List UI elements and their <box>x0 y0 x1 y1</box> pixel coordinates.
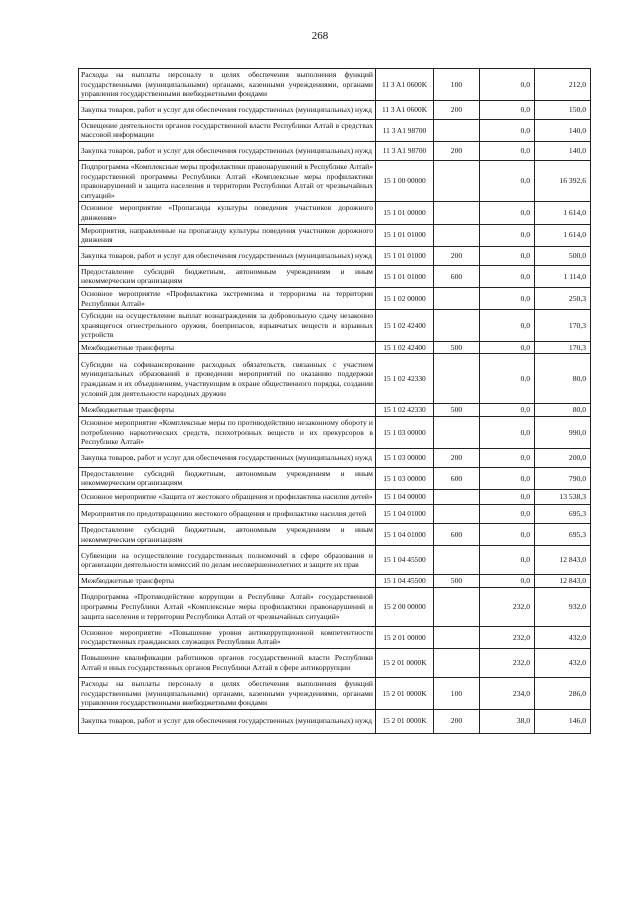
row-amount-1-cell: 234,0 <box>480 678 535 710</box>
row-amount-1-cell: 0,0 <box>480 100 535 119</box>
table-row <box>79 100 591 119</box>
row-amount-2-cell: 80,0 <box>535 354 591 404</box>
row-code-cell: 15 1 03 00000 <box>376 448 434 467</box>
row-name-cell: Закупка товаров, работ и услуг для обеспечения государственных (муниципальных) нужд <box>79 246 376 265</box>
row-expense-type-cell <box>434 649 480 678</box>
row-amount-1-cell: 0,0 <box>480 524 535 546</box>
row-amount-1-cell: 0,0 <box>480 490 535 505</box>
row-amount-1-cell: 0,0 <box>480 354 535 404</box>
row-amount-2-cell: 146,0 <box>535 709 591 733</box>
table-row <box>79 709 591 733</box>
table-row <box>79 404 591 417</box>
row-code-cell: 15 2 01 0000K <box>376 649 434 678</box>
row-amount-1-cell: 38,0 <box>480 709 535 733</box>
row-name-cell: Закупка товаров, работ и услуг для обеспечения государственных (муниципальных) нужд <box>79 448 376 467</box>
row-amount-2-cell: 1 614,0 <box>535 202 591 224</box>
table-row <box>79 546 591 575</box>
row-amount-1-cell: 0,0 <box>480 310 535 342</box>
row-expense-type-cell: 600 <box>434 265 480 287</box>
table-row <box>79 587 591 626</box>
row-expense-type-cell: 200 <box>434 709 480 733</box>
row-amount-2-cell: 200,0 <box>535 448 591 467</box>
row-expense-type-cell <box>434 626 480 648</box>
row-code-cell: 15 1 01 01000 <box>376 265 434 287</box>
row-name-cell: Расходы на выплаты персоналу в целях обеспечения выполнения функций государственными (муниципальными) органами, казенными учреждениями, органами управления государственными внебюджетными фондами <box>79 678 376 710</box>
row-expense-type-cell <box>434 119 480 141</box>
table-row <box>79 224 591 246</box>
table-row <box>79 524 591 546</box>
table-row <box>79 69 591 101</box>
row-amount-2-cell: 250,3 <box>535 287 591 309</box>
row-amount-1-cell: 0,0 <box>480 160 535 201</box>
table-row <box>79 160 591 201</box>
row-expense-type-cell <box>434 490 480 505</box>
table-row <box>79 287 591 309</box>
row-name-cell: Основное мероприятие «Защита от жестокого обращения и профилактика насилия детей» <box>79 490 376 505</box>
row-expense-type-cell <box>434 505 480 524</box>
row-amount-2-cell: 500,0 <box>535 246 591 265</box>
row-code-cell: 15 1 02 00000 <box>376 287 434 309</box>
row-amount-2-cell: 170,3 <box>535 310 591 342</box>
row-code-cell: 15 1 01 01000 <box>376 224 434 246</box>
row-amount-2-cell: 932,0 <box>535 587 591 626</box>
row-amount-1-cell: 0,0 <box>480 467 535 489</box>
row-code-cell: 11 3 A1 98700 <box>376 141 434 160</box>
row-name-cell: Основное мероприятие «Повышение уровня антикоррупционной компетентности государственных гражданских служащих Республики Алтай» <box>79 626 376 648</box>
row-expense-type-cell <box>434 160 480 201</box>
row-amount-1-cell: 0,0 <box>480 448 535 467</box>
table-row <box>79 678 591 710</box>
row-code-cell: 15 1 03 00000 <box>376 467 434 489</box>
row-expense-type-cell: 200 <box>434 100 480 119</box>
row-amount-1-cell: 0,0 <box>480 417 535 449</box>
row-name-cell: Предоставление субсидий бюджетным, автономным учреждениям и иным некоммерческим организациям <box>79 467 376 489</box>
row-code-cell: 15 2 00 00000 <box>376 587 434 626</box>
row-expense-type-cell: 500 <box>434 341 480 354</box>
row-name-cell: Межбюджетные трансферты <box>79 404 376 417</box>
table-row <box>79 505 591 524</box>
row-amount-2-cell: 12 843,0 <box>535 575 591 588</box>
table-row <box>79 246 591 265</box>
row-code-cell: 15 1 04 45500 <box>376 575 434 588</box>
row-amount-2-cell: 695,3 <box>535 524 591 546</box>
row-name-cell: Освещение деятельности органов государственной власти Республики Алтай в средствах массовой информации <box>79 119 376 141</box>
row-name-cell: Закупка товаров, работ и услуг для обеспечения государственных (муниципальных) нужд <box>79 141 376 160</box>
row-expense-type-cell: 100 <box>434 69 480 101</box>
row-code-cell: 15 1 04 45500 <box>376 546 434 575</box>
row-expense-type-cell: 200 <box>434 448 480 467</box>
row-name-cell: Закупка товаров, работ и услуг для обеспечения государственных (муниципальных) нужд <box>79 709 376 733</box>
row-amount-1-cell: 0,0 <box>480 265 535 287</box>
row-amount-1-cell: 232,0 <box>480 626 535 648</box>
table-row <box>79 202 591 224</box>
row-expense-type-cell <box>434 417 480 449</box>
row-amount-2-cell: 695,3 <box>535 505 591 524</box>
row-amount-2-cell: 286,0 <box>535 678 591 710</box>
row-amount-1-cell: 0,0 <box>480 202 535 224</box>
row-amount-2-cell: 13 538,3 <box>535 490 591 505</box>
row-amount-2-cell: 150,0 <box>535 100 591 119</box>
table-row <box>79 649 591 678</box>
row-name-cell: Межбюджетные трансферты <box>79 575 376 588</box>
row-amount-1-cell: 232,0 <box>480 587 535 626</box>
table-row <box>79 341 591 354</box>
row-expense-type-cell: 600 <box>434 467 480 489</box>
page-number: 268 <box>311 30 329 42</box>
row-amount-1-cell: 0,0 <box>480 119 535 141</box>
row-amount-1-cell: 0,0 <box>480 575 535 588</box>
row-amount-2-cell: 212,0 <box>535 69 591 101</box>
row-name-cell: Мероприятия, направленные на пропаганду культуры поведения участников дорожного движения <box>79 224 376 246</box>
table-row <box>79 490 591 505</box>
row-code-cell: 15 1 03 00000 <box>376 417 434 449</box>
row-name-cell: Закупка товаров, работ и услуг для обеспечения государственных (муниципальных) нужд <box>79 100 376 119</box>
row-name-cell: Субвенции на осуществление государственных полномочий в сфере образования и организации деятельности комиссий по делам несовершеннолетних и защите их прав <box>79 546 376 575</box>
row-name-cell: Основное мероприятие «Комплексные меры по противодействию незаконному обороту и потреблению наркотических средств, психотропных веществ и их прекурсоров в Республике Алтай» <box>79 417 376 449</box>
row-amount-1-cell: 0,0 <box>480 287 535 309</box>
table-row <box>79 354 591 404</box>
row-amount-1-cell: 0,0 <box>480 141 535 160</box>
row-code-cell: 15 1 02 42400 <box>376 341 434 354</box>
row-expense-type-cell: 200 <box>434 141 480 160</box>
row-amount-1-cell: 0,0 <box>480 224 535 246</box>
table-row <box>79 310 591 342</box>
row-amount-1-cell: 0,0 <box>480 69 535 101</box>
table-row <box>79 467 591 489</box>
row-expense-type-cell <box>434 202 480 224</box>
row-amount-1-cell: 0,0 <box>480 505 535 524</box>
table-row <box>79 626 591 648</box>
row-name-cell: Подпрограмма «Комплексные меры профилактики правонарушений в Республике Алтай» государственной программы Республики Алтай «Комплексные меры профилактики правонарушений и защита населения и территории Республики Алтай от чрезвычайных ситуаций» <box>79 160 376 201</box>
table-row <box>79 417 591 449</box>
row-expense-type-cell: 500 <box>434 404 480 417</box>
table-row <box>79 575 591 588</box>
row-code-cell: 15 2 01 00000 <box>376 626 434 648</box>
row-code-cell: 15 1 04 01000 <box>376 505 434 524</box>
row-name-cell: Субсидии на софинансирование расходных обязательств, связанных с участием муниципальных образований в проведении мероприятий по оказанию поддержки гражданам и их объединениям, участвующим в охране общественного порядка, создании условий для деятельности народных дружин <box>79 354 376 404</box>
row-amount-1-cell: 0,0 <box>480 341 535 354</box>
row-code-cell: 15 1 02 42330 <box>376 404 434 417</box>
row-amount-2-cell: 16 392,6 <box>535 160 591 201</box>
table-row <box>79 265 591 287</box>
row-code-cell: 11 3 A1 98700 <box>376 119 434 141</box>
table-row <box>79 119 591 141</box>
row-expense-type-cell <box>434 310 480 342</box>
row-expense-type-cell: 200 <box>434 246 480 265</box>
row-amount-2-cell: 12 843,0 <box>535 546 591 575</box>
row-expense-type-cell: 600 <box>434 524 480 546</box>
row-expense-type-cell: 100 <box>434 678 480 710</box>
row-code-cell: 15 1 01 00000 <box>376 202 434 224</box>
row-amount-1-cell: 0,0 <box>480 404 535 417</box>
row-expense-type-cell <box>434 287 480 309</box>
row-amount-2-cell: 1 114,0 <box>535 265 591 287</box>
row-expense-type-cell <box>434 546 480 575</box>
row-expense-type-cell <box>434 354 480 404</box>
row-expense-type-cell <box>434 224 480 246</box>
row-amount-2-cell: 432,0 <box>535 649 591 678</box>
row-amount-2-cell: 140,0 <box>535 141 591 160</box>
row-code-cell: 15 1 04 01000 <box>376 524 434 546</box>
table-row <box>79 448 591 467</box>
row-code-cell: 15 2 01 0000K <box>376 678 434 710</box>
row-name-cell: Основное мероприятие «Профилактика экстремизма и терроризма на территории Республики Алтай» <box>79 287 376 309</box>
row-name-cell: Расходы на выплаты персоналу в целях обеспечения выполнения функций государственными (муниципальными) органами, казенными учреждениями, органами управления государственными внебюджетными фондами <box>79 69 376 101</box>
row-code-cell: 15 1 02 42330 <box>376 354 434 404</box>
row-amount-2-cell: 432,0 <box>535 626 591 648</box>
row-amount-2-cell: 990,0 <box>535 417 591 449</box>
row-code-cell: 15 1 02 42400 <box>376 310 434 342</box>
row-code-cell: 11 3 A1 0600K <box>376 100 434 119</box>
row-expense-type-cell: 500 <box>434 575 480 588</box>
row-name-cell: Основное мероприятие «Пропаганда культуры поведения участников дорожного движения» <box>79 202 376 224</box>
row-name-cell: Межбюджетные трансферты <box>79 341 376 354</box>
row-name-cell: Субсидии на осуществление выплат вознаграждения за добровольную сдачу незаконно хранящегося огнестрельного оружия, боеприпасов, взрывчатых веществ и взрывных устройств <box>79 310 376 342</box>
table-row <box>79 141 591 160</box>
row-amount-2-cell: 80,0 <box>535 404 591 417</box>
row-code-cell: 15 2 01 0000K <box>376 709 434 733</box>
row-name-cell: Повышение квалификации работников органов государственной власти Республики Алтай и иных государственных органов Республики Алтай в сфере антикоррупции <box>79 649 376 678</box>
row-code-cell: 15 1 00 00000 <box>376 160 434 201</box>
row-amount-1-cell: 232,0 <box>480 649 535 678</box>
row-amount-2-cell: 1 614,0 <box>535 224 591 246</box>
row-expense-type-cell <box>434 587 480 626</box>
row-code-cell: 15 1 04 00000 <box>376 490 434 505</box>
row-name-cell: Предоставление субсидий бюджетным, автономным учреждениям и иным некоммерческим организациям <box>79 524 376 546</box>
row-amount-2-cell: 140,0 <box>535 119 591 141</box>
row-code-cell: 15 1 01 01000 <box>376 246 434 265</box>
row-amount-2-cell: 170,3 <box>535 341 591 354</box>
row-name-cell: Предоставление субсидий бюджетным, автономным учреждениям и иным некоммерческим организациям <box>79 265 376 287</box>
row-amount-2-cell: 790,0 <box>535 467 591 489</box>
budget-table-body <box>79 69 591 734</box>
row-name-cell: Мероприятия по предотвращению жестокого обращения и профилактике насилия детей <box>79 505 376 524</box>
row-amount-1-cell: 0,0 <box>480 546 535 575</box>
row-amount-1-cell: 0,0 <box>480 246 535 265</box>
row-code-cell: 11 3 A1 0600K <box>376 69 434 101</box>
row-name-cell: Подпрограмма «Противодействие коррупции в Республике Алтай» государственной программы Республики Алтай «Комплексные меры профилактики правонарушений и защита населения и территории Республики Алтай от чрезвычайных ситуаций» <box>79 587 376 626</box>
budget-table <box>78 68 591 734</box>
